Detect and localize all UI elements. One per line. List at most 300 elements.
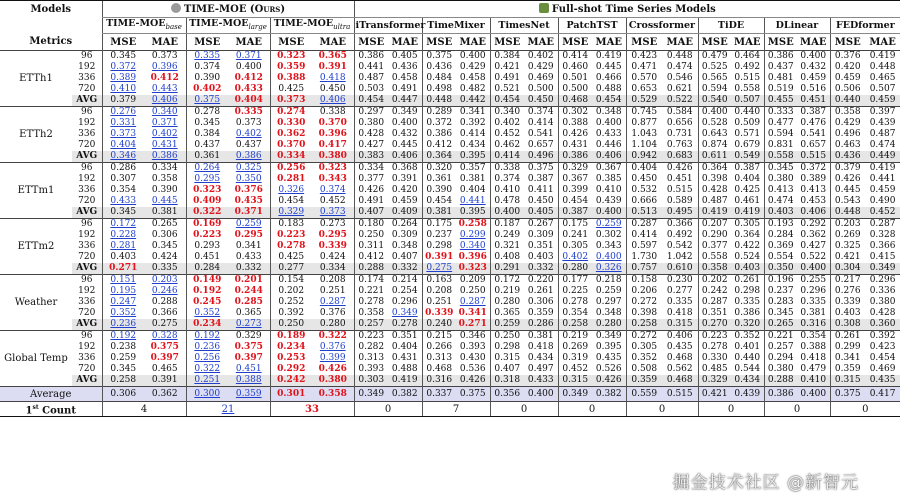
value-cell [830, 196, 865, 207]
value-cell [830, 308, 865, 319]
metric-value: 0.398 [701, 174, 728, 184]
value-cell [312, 140, 354, 151]
metric-value: 0.420 [834, 62, 861, 72]
metric-value: 0.259 [110, 353, 137, 363]
value-cell [524, 297, 558, 308]
value-cell [731, 230, 764, 241]
metric-value: 0.379 [110, 95, 137, 105]
metric-value: 0.454 [595, 95, 622, 105]
metric-value: 0.223 [358, 331, 385, 341]
metric-value: 0.435 [595, 353, 622, 363]
metric-value: 0.516 [800, 84, 827, 94]
metric-value: 0.372 [110, 62, 137, 72]
value-cell [102, 230, 144, 241]
value-cell [186, 275, 228, 287]
count-value: 0 [862, 403, 869, 415]
table-row [0, 129, 900, 140]
metric-value: 0.391 [318, 62, 347, 72]
metric-value: 1.730 [631, 252, 658, 262]
value-cell [102, 62, 144, 73]
metric-value: 0.158 [631, 275, 658, 285]
metric-value: 0.492 [666, 230, 693, 240]
metric-value: 0.259 [595, 286, 622, 296]
metric-value: 0.192 [110, 331, 137, 341]
value-cell [698, 331, 731, 343]
value-cell [731, 252, 764, 263]
value-cell [524, 151, 558, 163]
value-cell [764, 174, 797, 185]
metric-value: 0.414 [631, 230, 658, 240]
value-cell [186, 308, 228, 319]
metric-value: 0.223 [277, 230, 306, 240]
value-cell [764, 230, 797, 241]
metric-value: 0.407 [494, 364, 521, 374]
horizon-label: 192 [78, 174, 96, 184]
metric-value: 0.346 [110, 151, 137, 161]
metric-value: 0.400 [800, 388, 827, 399]
value-cell [270, 331, 312, 343]
value-cell [797, 364, 830, 375]
value-cell [626, 263, 662, 275]
metric-value: 0.621 [666, 84, 693, 94]
metric-value: 0.429 [459, 62, 486, 72]
metric-value: 0.462 [494, 140, 521, 150]
metric-value: 0.536 [459, 364, 486, 374]
metric-value: 0.299 [834, 342, 861, 352]
metric-value: 0.320 [734, 319, 761, 329]
value-cell [524, 308, 558, 319]
value-cell [144, 275, 186, 287]
metric-value: 0.277 [666, 286, 693, 296]
metric-value: 0.513 [631, 207, 658, 217]
metric-value: 0.450 [631, 174, 658, 184]
value-cell [270, 219, 312, 231]
metric-value: 0.255 [800, 275, 827, 285]
metric-value: 0.214 [391, 275, 418, 285]
metric-value: 0.281 [110, 241, 137, 251]
metric-header-mae: MAE [595, 36, 622, 48]
value-cell [186, 219, 228, 231]
value-cell [830, 364, 865, 375]
metric-value: 0.195 [110, 286, 137, 296]
metric-header-mse: MSE [186, 34, 228, 51]
metric-value: 0.333 [767, 107, 794, 117]
horizon-label: 336 [78, 353, 96, 363]
horizon-label: 96 [72, 107, 102, 119]
metric-value: 0.335 [194, 51, 221, 61]
value-cell [558, 387, 592, 402]
value-cell [797, 207, 830, 219]
value-cell [764, 331, 797, 343]
value-cell [698, 353, 731, 364]
metric-value: 0.242 [277, 375, 306, 385]
value-cell [490, 151, 524, 163]
metric-value: 0.437 [194, 140, 221, 150]
value-cell [270, 107, 312, 119]
metric-value: 0.247 [110, 297, 137, 307]
metric-value: 0.386 [734, 308, 761, 318]
metric-value: 0.348 [595, 107, 622, 117]
value-cell [626, 84, 662, 95]
metric-value: 0.496 [834, 129, 861, 139]
metric-value: 1.104 [631, 140, 658, 150]
value-cell [388, 140, 422, 151]
metric-value: 0.831 [767, 140, 794, 150]
metric-value: 0.306 [527, 297, 554, 307]
value-cell [186, 331, 228, 343]
value-cell [764, 308, 797, 319]
value-cell [830, 297, 865, 308]
value-cell [490, 219, 524, 231]
metric-value: 0.251 [194, 375, 221, 385]
value-cell [270, 297, 312, 308]
metric-value: 0.339 [425, 308, 454, 318]
value-cell [102, 263, 144, 275]
value-cell [865, 297, 900, 308]
metric-value: 0.381 [426, 207, 453, 217]
metric-value: 0.528 [701, 118, 728, 128]
metric-value: 0.326 [595, 263, 622, 273]
value-cell [764, 353, 797, 364]
value-cell [731, 95, 764, 107]
metric-value: 0.436 [391, 62, 418, 72]
count-cell [558, 402, 626, 417]
value-cell [830, 263, 865, 275]
metric-value: 0.175 [426, 219, 453, 229]
value-cell [797, 174, 830, 185]
metric-value: 0.320 [426, 163, 453, 173]
value-cell [865, 118, 900, 129]
value-cell [144, 319, 186, 331]
metric-header-mae: MAE [666, 36, 693, 48]
value-cell [865, 73, 900, 84]
value-cell [354, 375, 388, 387]
value-cell [731, 118, 764, 129]
metric-value: 0.292 [800, 219, 827, 229]
value-cell [592, 275, 626, 287]
metric-value: 0.358 [834, 107, 861, 117]
value-cell [388, 342, 422, 353]
value-cell [558, 95, 592, 107]
value-cell [592, 185, 626, 196]
metric-value: 0.296 [869, 275, 896, 285]
value-cell [592, 297, 626, 308]
value-cell [228, 263, 270, 275]
metric-value: 0.431 [391, 353, 418, 363]
value-cell [662, 107, 698, 119]
metric-value: 0.399 [562, 185, 589, 195]
metric-value: 0.447 [391, 95, 418, 105]
value-cell [456, 219, 490, 231]
value-cell [270, 140, 312, 151]
value-cell [388, 84, 422, 95]
metric-value: 0.174 [358, 275, 385, 285]
value-cell [422, 107, 456, 119]
value-cell [830, 353, 865, 364]
value-cell [354, 230, 388, 241]
metric-value: 0.452 [494, 129, 521, 139]
value-cell [456, 107, 490, 119]
metric-value: 0.398 [631, 308, 658, 318]
metric-value: 0.435 [234, 196, 263, 206]
value-cell [558, 331, 592, 343]
value-cell [312, 342, 354, 353]
value-cell [102, 107, 144, 119]
metric-value: 0.439 [595, 196, 622, 206]
metric-value: 0.276 [834, 286, 861, 296]
metric-value: 0.405 [527, 207, 554, 217]
metric-value: 0.375 [527, 163, 554, 173]
metric-value: 0.415 [869, 252, 896, 262]
value-cell [865, 308, 900, 319]
value-cell [865, 319, 900, 331]
value-cell [388, 308, 422, 319]
value-cell [558, 263, 592, 275]
metric-value: 0.335 [800, 297, 827, 307]
horizon-label: 192 [78, 286, 96, 296]
metric-value: 0.594 [701, 84, 728, 94]
metric-value: 0.406 [391, 151, 418, 161]
value-cell [797, 185, 830, 196]
value-cell [558, 62, 592, 73]
metric-value: 0.271 [458, 319, 487, 329]
metric-value: 0.371 [235, 51, 262, 61]
count-value: 7 [452, 403, 460, 415]
value-cell [270, 252, 312, 263]
metric-value: 0.331 [110, 118, 137, 128]
value-cell [698, 73, 731, 84]
metric-value: 0.375 [234, 342, 263, 352]
value-cell [662, 353, 698, 364]
value-cell [626, 185, 662, 196]
value-cell [764, 263, 797, 275]
metric-value: 0.183 [278, 219, 305, 229]
value-cell [456, 73, 490, 84]
horizon-label: 720 [78, 308, 96, 318]
metric-value: 0.397 [150, 353, 179, 363]
value-cell [698, 275, 731, 287]
metric-value: 0.406 [319, 95, 346, 105]
value-cell [228, 241, 270, 252]
value-cell [626, 319, 662, 331]
metric-value: 0.469 [527, 73, 554, 83]
value-cell [698, 196, 731, 207]
metric-value: 0.297 [358, 107, 385, 117]
value-cell [797, 353, 830, 364]
metric-value: 0.251 [426, 297, 453, 307]
value-cell [270, 364, 312, 375]
value-cell [422, 185, 456, 196]
metric-value: 0.391 [151, 375, 178, 385]
count-cell [830, 402, 900, 417]
value-cell [524, 252, 558, 263]
value-cell [662, 219, 698, 231]
metric-value: 0.425 [734, 185, 761, 195]
metric-value: 0.589 [666, 196, 693, 206]
metric-value: 0.251 [319, 286, 346, 296]
value-cell [354, 185, 388, 196]
count-label-sup: st [32, 404, 39, 411]
avg-label: AVG [72, 95, 102, 107]
metric-value: 0.281 [277, 174, 306, 184]
value-cell [312, 241, 354, 252]
metric-value: 0.400 [459, 51, 486, 61]
metric-value: 0.272 [631, 297, 658, 307]
value-cell [456, 230, 490, 241]
metric-value: 0.223 [701, 331, 728, 341]
metric-value: 0.257 [767, 342, 794, 352]
value-cell [698, 230, 731, 241]
metric-value: 0.426 [666, 163, 693, 173]
metric-value: 0.336 [869, 286, 896, 296]
value-cell [456, 62, 490, 73]
value-cell [524, 196, 558, 207]
metric-value: 0.273 [319, 219, 346, 229]
value-cell [524, 174, 558, 185]
avg-label: AVG [72, 263, 102, 275]
value-cell [830, 331, 865, 343]
value-cell [764, 319, 797, 331]
metric-value: 0.340 [459, 241, 486, 251]
metric-value: 0.384 [494, 51, 521, 61]
metric-value: 0.403 [834, 308, 861, 318]
metric-value: 0.278 [391, 319, 418, 329]
value-cell [388, 207, 422, 219]
value-cell [312, 375, 354, 387]
metric-header-mse: MSE [270, 34, 312, 51]
value-cell [524, 275, 558, 287]
value-cell [102, 308, 144, 319]
value-cell [186, 387, 228, 402]
value-cell [558, 219, 592, 231]
value-cell [797, 84, 830, 95]
metric-value: 0.490 [869, 196, 896, 206]
value-cell [797, 252, 830, 263]
metric-value: 0.278 [562, 297, 589, 307]
value-cell [524, 331, 558, 343]
metric-value: 0.432 [391, 129, 418, 139]
value-cell [388, 185, 422, 196]
metric-header-mae: MAE [151, 36, 178, 48]
value-cell [764, 73, 797, 84]
value-cell [186, 342, 228, 353]
metric-value: 0.313 [358, 353, 385, 363]
metric-value: 0.414 [494, 151, 521, 161]
value-cell [662, 230, 698, 241]
metric-value: 0.345 [110, 207, 137, 217]
value-cell [592, 263, 626, 275]
value-cell [312, 51, 354, 63]
value-cell [312, 196, 354, 207]
value-cell [186, 174, 228, 185]
value-cell [865, 230, 900, 241]
value-cell [731, 387, 764, 402]
metric-value: 0.286 [110, 163, 137, 173]
horizon-label: 96 [72, 331, 102, 343]
value-cell [830, 342, 865, 353]
metric-value: 0.404 [110, 140, 137, 150]
value-cell [102, 241, 144, 252]
model-name-header [422, 18, 490, 34]
metric-value: 0.370 [318, 118, 347, 128]
value-cell [764, 118, 797, 129]
models-label: Models [0, 1, 102, 18]
metric-value: 0.426 [358, 185, 385, 195]
value-cell [698, 241, 731, 252]
metric-value: 0.329 [562, 163, 589, 173]
value-cell [312, 364, 354, 375]
value-cell [662, 95, 698, 107]
value-cell [698, 375, 731, 387]
value-cell [144, 230, 186, 241]
metric-value: 0.305 [562, 241, 589, 251]
metric-value: 0.187 [494, 219, 521, 229]
metric-header-mse: MSE [354, 34, 388, 51]
value-cell [388, 196, 422, 207]
avg-row [0, 263, 900, 275]
metric-value: 0.466 [595, 73, 622, 83]
value-cell [456, 364, 490, 375]
value-cell [312, 387, 354, 402]
value-cell [144, 375, 186, 387]
value-cell [698, 140, 731, 151]
value-cell [865, 387, 900, 402]
metric-value: 0.332 [391, 263, 418, 273]
metric-value: 0.451 [666, 174, 693, 184]
metric-value: 0.745 [631, 107, 658, 117]
metric-value: 0.421 [494, 62, 521, 72]
metric-value: 0.315 [562, 375, 589, 385]
value-cell [662, 342, 698, 353]
table-row [0, 275, 900, 287]
metric-value: 0.450 [527, 95, 554, 105]
metric-value: 0.397 [869, 107, 896, 117]
value-cell [626, 163, 662, 175]
value-cell [228, 342, 270, 353]
value-cell [865, 207, 900, 219]
metric-value: 0.412 [426, 140, 453, 150]
metric-value: 0.418 [800, 353, 827, 363]
value-cell [312, 219, 354, 231]
metric-value: 0.426 [459, 375, 486, 385]
value-cell [270, 51, 312, 63]
group-ours-label: TIME-MOE (Ours) [183, 4, 286, 15]
value-cell [626, 230, 662, 241]
metric-value: 0.349 [562, 388, 589, 399]
metric-value: 0.429 [834, 118, 861, 128]
avg-label: AVG [72, 319, 102, 331]
value-cell [764, 95, 797, 107]
value-cell [626, 174, 662, 185]
metric-value: 0.367 [595, 163, 622, 173]
metric-value: 0.487 [701, 196, 728, 206]
value-cell [731, 84, 764, 95]
metric-value: 0.381 [459, 174, 486, 184]
metric-value: 0.558 [701, 252, 728, 262]
metric-value: 0.372 [426, 118, 453, 128]
value-cell [626, 286, 662, 297]
metric-value: 0.380 [358, 118, 385, 128]
value-cell [186, 140, 228, 151]
value-cell [662, 286, 698, 297]
metric-value: 0.271 [109, 263, 138, 273]
value-cell [312, 263, 354, 275]
value-cell [490, 62, 524, 73]
value-cell [558, 107, 592, 119]
value-cell [865, 95, 900, 107]
value-cell [144, 364, 186, 375]
metric-value: 0.411 [527, 185, 554, 195]
